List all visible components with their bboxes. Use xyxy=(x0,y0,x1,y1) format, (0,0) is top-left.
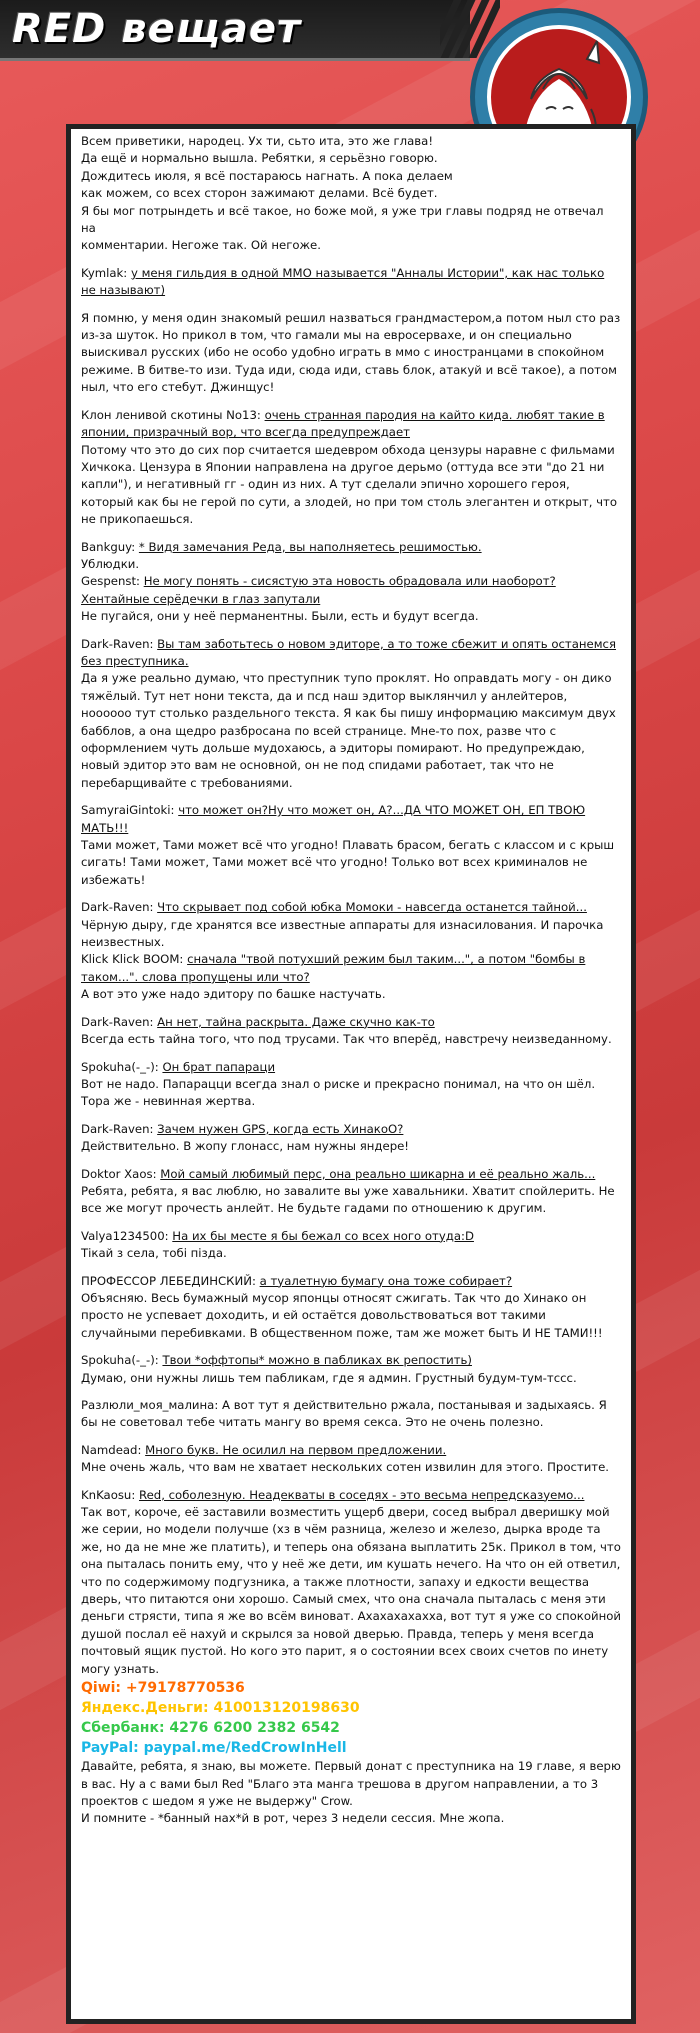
comment-reply: Ребята, ребята, я вас люблю, но завалите вы уже хавальники. Хватит спойлерить. Не все же могут прочесть анлейт. Не будьте гадами по отношению к другим. xyxy=(81,1183,615,1216)
comment-reply: Да я уже реально думаю, что преступник тупо проклят. Но оправдать могу - он дико тяжёлый. Тут нет нони текста, да и псд наш эдитор выклянчил у анлейтеров, нооoooo тут столько раздельного текста. Я как бы пишу информацию максимум двух бабблов, а она щедро разбросана по всей странице. Мне-то пох, разве что с оформлением чуть дольше мудохаюсь, а эдиторы помирают. Но предупреждаю, новый эдитор это вам не основной, он не под спидами работает, так что не перебарщивайте с требованиями. xyxy=(81,671,616,790)
comment-reply: Всегда есть тайна того, что под трусами. Так что вперёд, навстречу неизведанному. xyxy=(81,1032,612,1047)
comment-block xyxy=(81,539,621,626)
comment-author: Namdead: xyxy=(81,1442,142,1457)
comment-reply: Тікай з села, тобі пізда. xyxy=(81,1246,227,1261)
header-bar xyxy=(0,0,470,61)
comment-author: ПРОФЕССОР ЛЕБЕДИНСКИЙ: xyxy=(81,1273,256,1288)
sber-line: Сбербанк: 4276 6200 2382 6542 xyxy=(81,1720,340,1737)
comment-reply: Потому что это до сих пор считается шедевром обхода цензуры наравне с фильмами Хичкока. Цензура в Японии направлена на другое дерьмо (оттуда все эти "до 21 ни капли"), и негативный гг - один из них. А тут сделали эпично хорошего героя, который как бы не герой по сути, а злодей, но при том столь элегантен и открыт, что не прикопаешься. xyxy=(81,442,618,527)
comment-reply: Вот не надо. Папарацци всегда знал о риске и прекрасно понимал, на что он шёл. Тора же - невинная жертва. xyxy=(81,1076,596,1109)
comment-reply: Мне очень жаль, что вам не хватает нескольких сотен извилин для этого. Простите. xyxy=(81,1460,610,1475)
comment-reply: Действительно. В жопу глонасс, нам нужны яндере! xyxy=(81,1139,409,1154)
comment-author: Dark-Raven: xyxy=(81,1014,154,1029)
comment-quote: Много букв. Не осилил на первом предложении. xyxy=(145,1442,447,1457)
comment-author: Gespenst: xyxy=(81,574,140,589)
comment-reply: Думаю, они нужны лишь тем пабликам, где я админ. Грустный будум-тум-тссс. xyxy=(81,1370,577,1385)
yandex-line: Яндекс.Деньги: 410013120198630 xyxy=(81,1700,360,1717)
outro-paragraph: Давайте, ребята, я знаю, вы можете. Первый донат с преступника на 19 главе, я верю в вас. Ну а с вами был Red "Благо эта манга трешова в другом направлении, а то 3 проектов с шедом я уже не выдержу" Crow. xyxy=(81,1759,621,1808)
comment-quote: очень странная пародия на кайто кида. любят такие в японии, призрачный вор, что всегда предупреждает xyxy=(81,407,605,440)
comment-quote: Мой самый любимый перс, она реально шикарна и её реально жаль... xyxy=(160,1166,596,1181)
comment-quote: Red, соболезную. Неадекваты в соседях - это весьма непредсказуемо... xyxy=(139,1487,585,1502)
comment-reply: А вот это уже надо эдитору по башке настучать. xyxy=(81,987,386,1002)
comment-reply: Тами может, Тами может всё что угодно! Плавать брасом, бегать с классом и с крыш сигать! Тами может, Тами может всё что угодно! Только вот всех криминалов не избежать! xyxy=(81,838,615,887)
qiwi-line: Qiwi: +79178770536 xyxy=(81,1680,245,1697)
comment-reply: Так вот, короче, её заставили возместить ущерб двери, сосед выбрал дверишку мой же серии, но модели получше (хз в чём разница, железо и железо, дырка вроде та же, но да не мне же платить), и теперь она обязана выплатить 25к. Прикол в том, что она пыталась понить ему, что у неё же дети, им кушать нечего. На что он ей ответил, что по содержимому подгузника, а также плотности, запаху и едкости вещества дверь, что питаются они хорошо. Самый смех, что она сначала пыталась с меня эти деньги стрясти, типа я же во всём виноват. Ахахахахахха, вот тут я уже со спокойной душой послал её нахуй и скрылся за новой дверью. Правда, теперь у меня всегда почтовый ящик пустой. Но кого это парит, я о состоянии всех своих счетов по инету могу узнать. xyxy=(81,1505,621,1676)
comment-reply: Объясняю. Весь бумажный мусор японцы относят сжигать. Так что до Хинако он просто не успевает доходить, и ей остаётся довольствоваться вот такими случайными перебивками. В общественном поже, там же может быть И НЕ ТАМИ!!! xyxy=(81,1290,603,1340)
comment-quote: что может он?Ну что может он, А?...ДА ЧТО МОЖЕТ ОН, ЕП ТВОЮ МАТЬ!!! xyxy=(81,803,586,835)
comment-block xyxy=(81,1487,621,1678)
comment-author: Клон ленивой скотины No13: xyxy=(81,407,261,422)
ps-paragraph: И помните - *банный нах*й в рот, через 3 недели сессия. Мне жопа. xyxy=(81,1811,505,1826)
comment-quote: у меня гильдия в одной ММО называется "Анналы Истории", как нас только не называют) xyxy=(81,265,605,298)
payment-details xyxy=(81,1678,621,1758)
comment-block xyxy=(81,899,621,1003)
comment-block xyxy=(81,1352,621,1387)
comment-quote: Не могу понять - сисястую эта новость обрадовала или наоборот? Хентайные серёдечки в глаз запутали xyxy=(81,574,556,606)
comment-quote: сначала "твой потухший режим был таким...", а потом "бомбы в таком...". слова пропущены или что? xyxy=(81,952,586,984)
comment-block xyxy=(81,802,621,889)
comment-quote: а туалетную бумагу она тоже собирает? xyxy=(259,1273,513,1288)
comment-author: Spokuha(-_-): xyxy=(81,1353,159,1368)
comment-author: Klick Klick BOOM: xyxy=(81,952,184,967)
comment-block xyxy=(81,1121,621,1156)
comment-block xyxy=(81,1059,621,1111)
text-panel xyxy=(66,124,636,2024)
comment-block xyxy=(81,265,621,300)
comment-author: Doktor Хаоs: xyxy=(81,1166,157,1181)
paypal-line[interactable]: PayPal: paypal.me/RedCrowInHell xyxy=(81,1740,347,1757)
comment-block xyxy=(81,1014,621,1049)
comment-quote: Ан нет, тайна раскрыта. Даже скучно как-то xyxy=(157,1014,435,1029)
comment-block xyxy=(81,407,621,529)
comment-quote: Твои *оффтопы* можно в пабликах вк репостить) xyxy=(162,1353,472,1368)
header-title: RED вещает xyxy=(12,6,302,52)
comment-quote: Что скрывает под собой юбка Момоки - навсегда останется тайной... xyxy=(157,900,587,915)
comment-block xyxy=(81,1273,621,1343)
comment-reply: Разлюли_моя_малина: А вот тут я действительно ржала, постанывая и задыхаясь. Я бы не советовал тебе читать мангу во время секса. Это не очень полезно. xyxy=(81,1398,607,1430)
comment-quote: На их бы месте я бы бежал со всех ного отуда:D xyxy=(172,1228,474,1243)
comment-author: Dark-Raven: xyxy=(81,1121,154,1136)
comment-author: Kymlak: xyxy=(81,265,128,280)
comment-reply: Не пугайся, они у неё перманентны. Были, есть и будут всегда. xyxy=(81,609,479,624)
comment-author: Spokuha(-_-): xyxy=(81,1059,159,1074)
comment-author: Dark-Raven: xyxy=(81,636,154,651)
comment-reply: Чёрную дыру, где хранятся все известные аппараты для изнасилования. И парочка неизвестных. xyxy=(81,917,604,950)
comment-author: Dark-Raven: xyxy=(81,900,154,915)
comment-author: KnKaosu: xyxy=(81,1487,136,1502)
comment-block xyxy=(81,1166,621,1218)
comment-quote: Зачем нужен GPS, когда есть ХинакоО? xyxy=(157,1121,404,1136)
comment-block xyxy=(81,636,621,793)
comment-quote: Он брат папараци xyxy=(162,1059,276,1074)
comment-author: SamyraiGintoki: xyxy=(81,803,175,818)
comment-block xyxy=(81,1442,621,1477)
comment-block xyxy=(81,1397,621,1432)
comment-author: Valya1234500: xyxy=(81,1228,169,1243)
comment-quote: Вы там заботьтесь о новом эдиторе, а то тоже сбежит и опять останемся без преступника. xyxy=(81,636,617,668)
comment-author: Bankguy: xyxy=(81,539,136,554)
comment-reply: Ублюдки. xyxy=(81,556,140,571)
intro-paragraph: Всем приветики, народец. Ух ти, сьто ита, это же глава! Да ещё и нормально вышла. Ребятки, я серьёзно говорю. Дождитесь июля, я всё постараюсь нагнать. А пока делаем как можем, со всех сторон зажимают делами. Всё будет. Я бы мог потрындеть и всё такое, но боже мой, я уже три главы подряд не отвечал на комментарии. Негоже так. Ой негоже. xyxy=(81,134,604,253)
comment-reply: Я помню, у меня один знакомый решил назваться грандмастером,а потом ныл сто раз из-за шуток. Но прикол в том, что гамали мы на евросервахе, и он специально выискивал русских (ибо не особо удобно играть в ммо с иностранцами в спокойном режиме. В битве-то изи. Туда иди, сюда иди, ставь блок, атакуй и всё такое), а потом ныл, что его стебут. Джинщус! xyxy=(81,310,621,395)
comment-quote: * Видя замечания Реда, вы наполняетесь решимостью. xyxy=(138,539,482,554)
comment-block xyxy=(81,1228,621,1263)
